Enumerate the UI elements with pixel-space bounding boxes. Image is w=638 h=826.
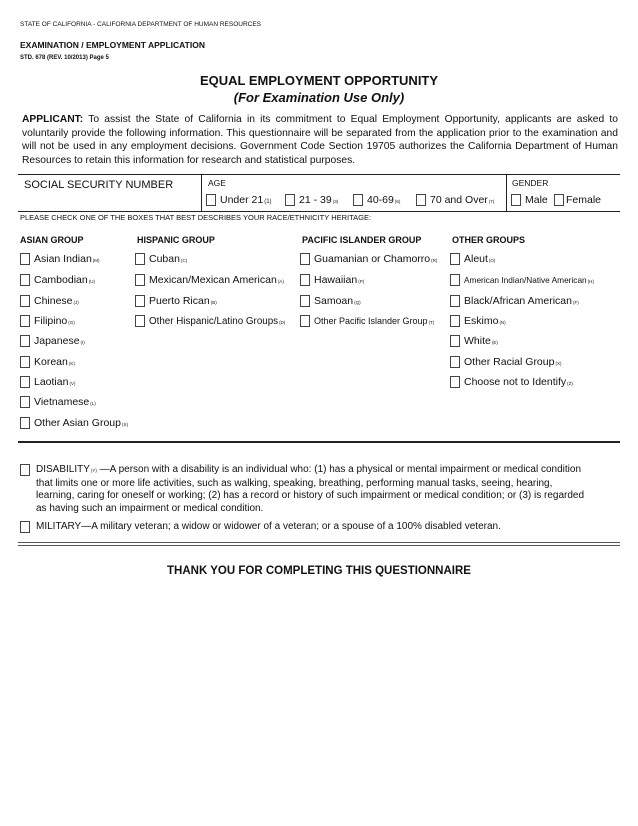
checkbox[interactable] <box>20 376 30 388</box>
intro-text: To assist the State of California in its commitment to Equal Employment Opportunity, applicants are asked to voluntarily provide the following information. This questionnaire will be separated from the application prior to the examination and will not be used in any employment decisions. Government Code Section 19705 authorizes the California Department of Human Resources to retain this information for research and statistical purposes. <box>22 114 618 166</box>
agency-name: STATE OF CALIFORNIA - CALIFORNIA DEPARTMENT OF HUMAN RESOURCES <box>20 21 262 28</box>
age-label: AGE <box>208 178 226 188</box>
checkbox[interactable] <box>20 521 30 533</box>
disability-checkbox[interactable] <box>20 464 30 476</box>
checkbox[interactable] <box>20 315 30 327</box>
checkbox[interactable] <box>450 253 460 265</box>
checkbox[interactable] <box>285 194 295 206</box>
checkbox[interactable] <box>20 335 30 347</box>
military-checkbox[interactable] <box>20 521 30 533</box>
checkbox[interactable] <box>20 253 30 265</box>
thank-you-message: THANK YOU FOR COMPLETING THIS QUESTIONNAIRE <box>167 565 471 577</box>
checkbox[interactable] <box>20 396 30 408</box>
gender-option-male[interactable]: Male <box>511 194 548 206</box>
divider <box>201 175 202 211</box>
checkbox[interactable] <box>135 253 145 265</box>
race-instruction: PLEASE CHECK ONE OF THE BOXES THAT BEST DESCRIBES YOUR RACE/ETHNICITY HERITAGE: <box>20 213 372 222</box>
checkbox[interactable] <box>135 295 145 307</box>
section-divider <box>18 441 620 443</box>
checkbox[interactable] <box>300 274 310 286</box>
checkbox[interactable] <box>450 295 460 307</box>
checkbox[interactable] <box>206 194 216 206</box>
divider <box>506 175 507 211</box>
checkbox[interactable] <box>300 315 310 327</box>
race-eskimo[interactable]: Eskimo(N) <box>450 315 506 327</box>
page-subtitle: (For Examination Use Only) <box>233 90 405 105</box>
checkbox[interactable] <box>450 274 460 286</box>
age-option-21-39[interactable]: 21 - 39(3) <box>285 194 338 206</box>
checkbox[interactable] <box>20 356 30 368</box>
checkbox[interactable] <box>353 194 363 206</box>
group-heading-other: OTHER GROUPS <box>452 235 526 245</box>
checkbox[interactable] <box>20 295 30 307</box>
race-asian-indian[interactable]: Asian Indian(M) <box>20 253 100 265</box>
race-white[interactable]: White(E) <box>450 335 498 347</box>
checkbox[interactable] <box>416 194 426 206</box>
race-other-racial[interactable]: Other Racial Group(X) <box>450 356 561 368</box>
intro-label: APPLICANT: <box>22 114 84 125</box>
checkbox[interactable] <box>450 335 460 347</box>
checkbox[interactable] <box>554 194 564 206</box>
checkbox[interactable] <box>300 253 310 265</box>
race-mexican[interactable]: Mexican/Mexican American(A) <box>135 274 284 286</box>
race-cambodian[interactable]: Cambodian(U) <box>20 274 95 286</box>
race-other-asian[interactable]: Other Asian Group(S) <box>20 417 128 429</box>
race-other-hispanic[interactable]: Other Hispanic/Latino Groups(D) <box>135 315 285 327</box>
race-samoan[interactable]: Samoan(Q) <box>300 295 361 307</box>
checkbox[interactable] <box>450 376 460 388</box>
race-other-pacific[interactable]: Other Pacific Islander Group(T) <box>300 315 434 327</box>
ssn-age-gender-row <box>18 174 620 212</box>
disability-paragraph: DISABILITY(Y) —A person with a disability is an individual who: (1) has a physical or mental impairment or medical condition that limits one or more life activities, such as walking, speaking, breathing, performing manual tasks, seeing, hearing, learning, caring for oneself or working; (2) has a record or history of such impairment or medical condition; or (3) is regarded as having such an impairment or medical condition. <box>36 464 585 515</box>
gender-option-female[interactable]: Female <box>554 194 601 206</box>
race-black[interactable]: Black/African American(F) <box>450 295 579 307</box>
age-option-under-21[interactable]: Under 21(1) <box>206 194 272 206</box>
race-japanese[interactable]: Japanese(I) <box>20 335 85 347</box>
age-option-40-69[interactable]: 40-69(6) <box>353 194 400 206</box>
race-hawaiian[interactable]: Hawaiian(P) <box>300 274 364 286</box>
checkbox[interactable] <box>20 464 30 476</box>
group-heading-asian: ASIAN GROUP <box>20 235 84 245</box>
race-american-indian[interactable]: American Indian/Native American(H) <box>450 274 594 286</box>
checkbox[interactable] <box>135 315 145 327</box>
race-aleut[interactable]: Aleut(O) <box>450 253 495 265</box>
form-title: EXAMINATION / EMPLOYMENT APPLICATION <box>20 40 205 50</box>
race-filipino[interactable]: Filipino(G) <box>20 315 75 327</box>
race-guamanian[interactable]: Guamanian or Chamorro(R) <box>300 253 437 265</box>
race-cuban[interactable]: Cuban(C) <box>135 253 187 265</box>
page-title: EQUAL EMPLOYMENT OPPORTUNITY <box>199 73 439 88</box>
race-vietnamese[interactable]: Vietnamese(L) <box>20 396 96 408</box>
section-divider <box>18 542 620 546</box>
race-korean[interactable]: Korean(K) <box>20 356 75 368</box>
age-option-70-over[interactable]: 70 and Over(7) <box>416 194 494 206</box>
checkbox[interactable] <box>450 315 460 327</box>
group-heading-pacific: PACIFIC ISLANDER GROUP <box>302 235 422 245</box>
group-heading-hispanic: HISPANIC GROUP <box>137 235 215 245</box>
race-puerto-rican[interactable]: Puerto Rican(B) <box>135 295 217 307</box>
race-chinese[interactable]: Chinese(J) <box>20 295 79 307</box>
checkbox[interactable] <box>20 274 30 286</box>
checkbox[interactable] <box>511 194 521 206</box>
checkbox[interactable] <box>450 356 460 368</box>
ssn-label: SOCIAL SECURITY NUMBER <box>24 179 174 191</box>
checkbox[interactable] <box>20 417 30 429</box>
intro-paragraph <box>22 113 618 167</box>
race-laotian[interactable]: Laotian(V) <box>20 376 75 388</box>
checkbox[interactable] <box>300 295 310 307</box>
race-choose-not[interactable]: Choose not to Identify(Z) <box>450 376 573 388</box>
checkbox[interactable] <box>135 274 145 286</box>
disability-label: DISABILITY <box>36 464 90 475</box>
form-id: STD. 678 (REV. 10/2013) Page 5 <box>20 55 109 61</box>
military-text: MILITARY—A military veteran; a widow or widower of a veteran; or a spouse of a 100% disabled veteran. <box>36 521 501 532</box>
gender-label: GENDER <box>512 178 549 188</box>
